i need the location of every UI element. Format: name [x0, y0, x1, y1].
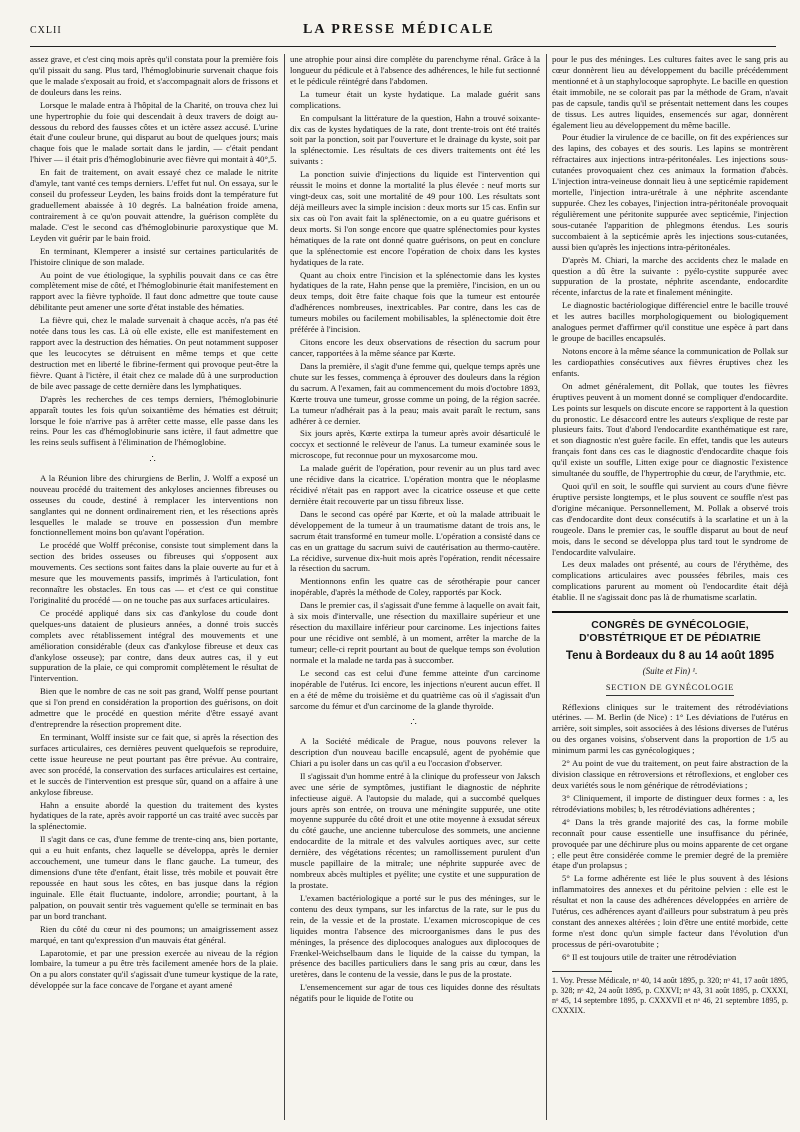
paragraph: On admet généralement, dit Pollak, que toutes les fièvres éruptives peuvent à un moment donné se compliquer d'endocardite. Les points sur lesquels on discute encore se rapportent à la question du pronostic. Le désaccord entre les auteurs s'explique de reste par plusieurs faits. Tout d'abord l'endocardite exanthématique est rare, et son diagnostic n'est guère facile. En effet, tandis que les auteurs français font dans ces cas le diagnostic d'endocardite chaque fois qu'il existe un souffle, Litten exige pour ce diagnostic l'existence simultanée du souffle, de l'hypertrophie du cœur, de l'arythmie, etc. [552, 380, 788, 479]
paragraph: Les deux malades ont présenté, au cours de l'érythème, des complications articulaires avec poussées fébriles, mais ces complications parurent au moment où l'endocardite était déjà établie. Il ne s'agissait donc pas là de rhumatisme scarlatin. [552, 559, 788, 603]
paragraph: D'après M. Chiari, la marche des accidents chez le malade en question a dû être la suivante : pyélo-cystite suppurée avec suppuration de la prostate, néphrite ascendante, endocardite récente, infarctus de la rate et finalement méningite. [552, 254, 788, 298]
paragraph: Réflexions cliniques sur le traitement des rétrodéviations utérines. — M. Berlin (de Nice) : 1° Les déviations de l'utérus en arrière, soit simples, soit associées à des lésions diverses de l'utérus ou des organes voisins, s'observent dans la proportion de 1/5 au minimum parmi les cas gynécologiques ; [552, 701, 788, 756]
paragraph: Le diagnostic bactériologique différenciel entre le bacille trouvé et les autres bacilles morphologiquement ou biologiquement analogues permet d'affirmer qu'il constitue une espèce à part dans le groupe de bacilles encapsulés. [552, 300, 788, 344]
paragraph: A la Société médicale de Prague, nous pouvons relever la description d'un nouveau bacille encapsulé, agent de pyohémie que Chiari a pu isoler dans un cas qu'il a eu l'occasion d'observer. [290, 736, 540, 768]
page-number: CXLII [30, 25, 62, 36]
column-divider [546, 54, 547, 1120]
footnote-rule [552, 971, 612, 972]
page-header [30, 22, 776, 44]
paragraph: Laparotomie, et par une pression exercée au niveau de la région lombaire, la tumeur a pu être très facilement amenée hors de la plaie. On a pu alors constater qu'il s'agissait d'une tumeur kystique de la rate, développée sur la face concave de l'organe et ayant amené [30, 947, 278, 991]
congress-dates: Tenu à Bordeaux du 8 au 14 août 1895 [565, 650, 775, 663]
paragraph: La ponction suivie d'injections du liquide est l'intervention qui réussit le moins et donne la mortalité la plus élevée : neuf morts sur vingt-deux cas, soit une mortalité de 49 pour 100. Les résultats sont déjà meilleurs avec la simple incision : deux morts sur 15 cas. Enfin sur six cas où l'on avait fait la splénectomie, on a eu quatre guérisons et deux morts. Si l'on songe encore que quatre splénectomies pour kystes hématiques de la rate ont donné quatre guérisons, on peut en conclure que la splénectomie est encore l'opération de choix dans les kystes hydatiques de la rate. [290, 169, 540, 267]
paragraph: une atrophie pour ainsi dire complète du parenchyme rénal. Grâce à la longueur du pédicule et à l'absence des adhérences, le hile fut sectionné et le pédicule réintégré dans l'abdomen. [290, 54, 540, 86]
paragraph: La malade guérit de l'opération, pour revenir au un plus tard avec une récidive dans la cicatrice. L'opération montra que le néoplasme récidivé n'était pas en rapport avec la cicatrice osseuse et que cette dernière était recouverte par un tissu fibreux lisse. [290, 463, 540, 506]
paragraph: Dans le premier cas, il s'agissait d'une femme à laquelle on avait fait, à six mois d'intervalle, une résection du maxillaire supérieur et une résection du maxillaire inférieur pour carcinome. Les injections faites pour une récidive ont semblé, à un moment, arrêter la marche de la tumeur; celle-ci reprit pourtant au bout de quelque temps son évolution normale et la malade ne tarda pas à succomber. [290, 600, 540, 665]
column-2 [290, 54, 540, 1120]
paragraph: Mentionnons enfin les quatre cas de sérothérapie pour cancer inopérable, d'après la méthode de Coley, rapportés par Kock. [290, 576, 540, 598]
section-heading [552, 683, 788, 696]
paragraph: Pour étudier la virulence de ce bacille, on fit des expériences sur des lapins, des cobayes et des souris. Les lapins se montrèrent réfractaires aux injections intra-péritonéales. Les injections sous-cutanées provoquaient chez ces animaux la formation d'abcès. L'injection intra-veineuse donnait lieu à une septicémie rapidement mortelle, l'injection intra-urétrale à une néphrite ascendante suppurée. Chez les cobayes, l'injection intra-péritonéale provoquait régulièrement une péritonite suppurée avec septicémie, l'injection sous-cutanée l'apparition de phlegmons étendus. Les souris succombaient à la septicémie après les injections sous-cutanées, aussi bien qu'après les injections intra-péritonéales. [552, 132, 788, 252]
paragraph: En fait de traitement, on avait essayé chez ce malade le nitrite d'amyle, tant vanté ces temps derniers. L'effet fut nul. On essaya, sur le conseil du professeur Leyden, les bains froids dont la température fut graduellement abaissée à 10 degrés. La balnéation froide amena, contrairement à ce qu'on pouvait attendre, la guérison complète du malade. C'est le second cas d'hémoglobinurie paroxystique que M. Leyden vit guérir par le bain froid. [30, 167, 278, 243]
paragraph: Ce procédé appliqué dans six cas d'ankylose du coude dont quelques-uns dataient de plusieurs années, a donné trois succès complets avec rétablissement intégral des mouvements et une amélioration considérable (deux cas d'ankylose fibreuse et deux cas d'ankylose osseuse); par contre, dans deux autres cas, il y eut suppuration de la plaie, ce qui compromit complètement le résultat de l'intervention. [30, 607, 278, 684]
paragraph: Quoi qu'il en soit, le souffle qui survient au cours d'une fièvre éruptive persiste longtemps, et le plus souvent ce souffle n'est pas d'origine mécanique. Personnellement, M. Pollak a observé trois cas d'endocardite dont deux consécutifs à la scarlatine et un à la rougeole. Dans le premier cas, le souffle disparut au bout de neuf mois, dans le second se développa plus tard tout le syndrome de l'endocardite valvulaire. [552, 481, 788, 557]
column-1 [30, 54, 278, 1120]
paragraph: 6° Il est toujours utile de traiter une rétrodéviation [562, 951, 737, 962]
section-separator: ∴ [149, 454, 159, 466]
paragraph: Dans la première, il s'agit d'une femme qui, quelque temps après une chute sur les fesses, commença à éprouver des douleurs dans la région du sacrum. A l'examen, fait au commencement du mois d'octobre 1893, Kœrte trouva une tumeur, grosse comme un poing, de la région sacrée. La tumeur n'adhérait pas à la peau; mais avait paraît le rectum, sans adhérer à ce dernier. [290, 360, 540, 426]
section-rule [552, 611, 788, 613]
paragraph: 5° La forme adhérente est liée le plus souvent à des lésions inflammatoires des annexes et du péritoine pelvien : elle est le résultat et non la cause des adhérences développées en arrière de l'utérus, ces adhérences ayant d'ailleurs pour substratum à peu près constant des annexes altérées ; loin d'être une entité morbide, cette forme n'est donc qu'un simple facteur dans l'évolution d'un processus de péri-ovarotubite ; [552, 873, 788, 949]
paragraph: L'ensemencement sur agar de tous ces liquides donne des résultats négatifs pour le liquide de l'otite ou [290, 982, 540, 1004]
journal-title: LA PRESSE MÉDICALE [303, 22, 495, 37]
paragraph: Bien que le nombre de cas ne soit pas grand, Wolff pense pourtant que si l'on prend en considération la proportion des guérisons, on doit admettre que le procédé en question mérite d'être essayé avant d'entreprendre la résection proprement dite. [30, 686, 278, 730]
paragraph: Le second cas est celui d'une femme atteinte d'un carcinome inopérable de l'utérus. Ici encore, les injections n'eurent aucun effet. Il en a été de même du troisième et du quatrième cas où il s'agissait d'un sarcome du fémur et d'un carcinome de la glande thyroïde. [290, 667, 540, 711]
paragraph: L'examen bactériologique a porté sur le pus des méninges, sur le contenu des deux tympans, sur les infarctus de la rate, sur le pus du rein, de la vessie et de la prostate. L'examen microscopique de ces liquides montra l'absence des microorganismes dans le pus des méninges, la présence des diplocoques analogues aux diplocoques de Frænkel-Weichselbaum dans le liquide de la caisse du tympan, la présence des bacilles particuliers dans le sang pris au cœur, dans les uretères, dans le contenu de la vessie, dans le pus de la prostate. [290, 892, 540, 980]
paragraph: 2° Au point de vue du traitement, on peut faire abstraction de la division classique en rétroversions et rétroflexions, et englober ces deux variétés sous le nom générique de rétrodéviations ; [552, 758, 788, 790]
paragraph: A la Réunion libre des chirurgiens de Berlin, J. Wolff a exposé un nouveau procédé du traitement des ankyloses anciennes fibreuses ou osseuses du coude, destiné à remplacer les interventions non sanglantes qui ne donnent ordinairement rien, et les résections après lesquelles le malade se trouve en possession d'un membre fonctionnellement moins bon qu'avant l'opération. [30, 472, 278, 538]
header-rule [30, 46, 776, 47]
paragraph: Lorsque le malade entra à l'hôpital de la Charité, on trouva chez lui une hypertrophie du foie qui descendait à deux travers de doigt au-dessous du rebord des fausses côtes et un ictère assez accusé. L'urine était d'une couleur brune, qui disparut au bout de quelques jours; mais chaque fois que le malade sortait dans le jardin, — c'était pendant l'hiver — il était pris d'hémoglobinurie avec fièvre qui montait à 40°,5. [30, 99, 278, 165]
paragraph: En terminant, Klemperer a insisté sur certaines particularités de l'histoire clinique de son malade. [30, 245, 278, 267]
paragraph: Il s'agissait d'un homme entré à la clinique du professeur von Jaksch avec une série de symptômes, justifiant le diagnostic de néphrite infectieuse aiguë. A l'autopsie du malade, qui a succombé quelques jours après son entrée, on trouva une méningite suppurée, une otite moyenne suppurée du côté droit et une otite moyenne à exsudat séreux du côté gauche, une ancienne tuberculose des sommets, une ancienne endocardite de la mitrale et des valvules aortiques avec, sur cette dernière, des végétations récentes; un ramollissement purulent d'un muscle papillaire de la mitrale; une néphrite suppurée avec de nombreux abcès multiples et pyélite; une cystite et une suppuration de la prostate. [290, 770, 540, 890]
congress-title: CONGRÈS DE GYNÉCOLOGIE, D'OBSTÉTRIQUE ET DE PÉDIATRIE [579, 620, 761, 645]
column-3 [552, 54, 788, 1120]
paragraph: Quant au choix entre l'incision et la splénectomie dans les kystes hydatiques de la rate, Hahn pense que la première, l'incision, en un ou deux temps, doit être faite chaque fois que la tumeur est entourée d'adhérences nombreuses, inextricables. Par contre, dans les cas de tumeurs mobiles ou facilement mobilisables, la splénectomie doit être préférée à l'incision. [290, 269, 540, 335]
paragraph: La tumeur était un kyste hydatique. La malade guérit sans complications. [290, 88, 540, 110]
paragraph: Au point de vue étiologique, la syphilis pouvait dans ce cas être complètement mise de côté, et l'hémoglobinurie était manifestement en rapport avec la fièvre typhoïde. Il faut donc admettre que toute cause débilitante peut amener une sorte d'état instable des hématies. [30, 269, 278, 313]
paragraph: Dans le second cas opéré par Kœrte, et où la malade attribuait le développement de la tumeur à un traumatisme datant de trois ans, le sacrum était transformé en tumeur molle. L'opération a consisté dans ce cas en un grattage du sacrum suivi de cautérisation au thermo-cautère. La récidive, survenue dix-huit mois après l'opération, rendit nécessaire la résection du sacrum. [290, 508, 540, 574]
paragraph: Notons encore à la même séance la communication de Pollak sur les cardiopathies consécutives aux fièvres éruptives chez les enfants. [552, 345, 788, 378]
continuation-note: (Suite et Fin) ¹. [642, 665, 698, 676]
paragraph: La fièvre qui, chez le malade survenait à chaque accès, n'a pas été notée dans tous les cas. Là où elle existe, elle est manifestement en rapport avec la destruction des hématies. On peut notamment supposer que les leucocytes se détruisent en même temps et que cette destruction met en liberté le fibrine-ferment qui provoque peut-être la fièvre. Quant à l'ictère, il était chez ce malade dû à une surproduction de bile avec passage de cette dernière dans les lymphatiques. [30, 315, 278, 391]
paragraph: 4° Dans la très grande majorité des cas, la forme mobile reconnaît pour cause essentielle une insuffisance du périnée, provoquée par une déchirure plus ou moins apparente de cet organe ; elle peut être considérée comme le premier degré de la première étape d'un prolapsus ; [552, 816, 788, 871]
paragraph: 3° Cliniquement, il importe de distinguer deux formes : a, les rétrodéviations mobiles; b, les rétrodéviations adhérentes ; [552, 792, 788, 814]
footnote: 1. Voy. Presse Médicale, nᵒ 40, 14 août 1895, p. 320; nᵒ 41, 17 août 1895, p. 328; nᵒ 42, 24 août 1895, p. CXXVI; nᵒ 43, 31 août 1895, p. CXXXI, nᵒ 45, 14 septembre 1895, p. CXXXVII et nᵒ 46, 21 septembre 1895, p. CXXXIX. [552, 975, 788, 1015]
paragraph: En compulsant la littérature de la question, Hahn a trouvé soixante-dix cas de kystes hydatiques de la rate, dont trente-trois ont été traités soit par la ponction, soit par l'ouverture et le drainage du kyste, soit par la splénectomie. Les résultats de ces divers traitements ont été les suivants : [290, 112, 540, 167]
section-separator: ∴ [410, 717, 420, 729]
paragraph: Le procédé que Wolff préconise, consiste tout simplement dans la section des brides osseuses ou fibreuses qui s'opposent aux mouvements. Ces sections sont faites dans la plaie ouverte au fur et à mesure que les mouvements passifs, imprimés à l'articulation, font reconnaître les obstacles. En tous cas — et c'est ce qui constitue l'originalité du procédé — on ne touche pas aux surfaces articulaires. [30, 540, 278, 605]
paragraph: Six jours après, Kœrte extirpa la tumeur après avoir désarticulé le coccyx et sectionné le relèveur de l'anus. La tumeur examinée sous le microscope, fut reconnue pour un myxosarcome mou. [290, 428, 540, 461]
paragraph: Il s'agit dans ce cas, d'une femme de trente-cinq ans, bien portante, qui a eu huit enfants, chez laquelle se développa, après le dernier accouchement, une tumeur dans le flanc gauche. La tumeur, des dimensions d'une tête d'enfant, était lisse, très mobile et pouvait être repoussée en haut sous les côtes, en bas jusque dans la région inguinale. Elle était fluctuante, indolore, arrondie; pourtant, à la palpation, on pouvait sentir très vaguement qu'elle se terminait en bas par un bord tranchant. [30, 834, 278, 921]
paragraph: assez grave, et c'est cinq mois après qu'il constata pour la première fois qu'il pissait du sang. Plus tard, l'hémoglobinurie survenait chaque fois que le malade s'exposait au froid, et s'accompagnait alors de frissons et de douleurs dans les reins. [30, 54, 278, 97]
column-divider [284, 54, 285, 1120]
section-heading-label: SECTION DE GYNÉCOLOGIE [606, 683, 734, 696]
paragraph: En terminant, Wolff insiste sur ce fait que, si après la résection des surfaces articulaires, ces dernières peuvent quelquefois se reproduire, cette issue heureuse ne peut pourtant pas être prévue. Au contraire, avec son procédé, la conservation des surfaces articulaires est certaine, et le succès de l'intervention est presque sûr, quand on a affaire à une ankylose fibreuse. [30, 732, 278, 797]
paragraph: Hahn a ensuite abordé la question du traitement des kystes hydatiques de la rate, après avoir rapporté un cas traité avec succès par la splénectomie. [30, 799, 278, 832]
paragraph: D'après les recherches de ces temps derniers, l'hémoglobinurie apparaît toutes les fois qu'un soixantième des hématies est détruit; lorsque le foie n'arrive pas à arrêter cette masse, elle passe dans les reins. Pour les cas d'hémoglobinurie sans ictère, il faut admettre que les reins seuls suffisent à l'élimination de l'hémoglobine. [30, 393, 278, 448]
paragraph: Citons encore les deux observations de résection du sacrum pour cancer, rapportées à la même séance par Kœrte. [290, 337, 540, 358]
paragraph: Rien du côté du cœur ni des poumons; un amaigrissement assez marqué, en tant qu'expression d'un mauvais état général. [30, 923, 278, 945]
paragraph: pour le pus des méninges. Les cultures faites avec le sang pris au cœur donnèrent lieu au développement du bacille précédemment mentionné et à un staphylocoque saprophyte. Le bacille en question était immobile, ne se colorait pas par la méthode de Gram, n'avait pas de capsule, tandis qu'il se présentait nettement dans les coupes de tissus. Les autres liquides, ensemencés sur agar, donnèrent également lieu au développement du même bacille. [552, 54, 788, 130]
